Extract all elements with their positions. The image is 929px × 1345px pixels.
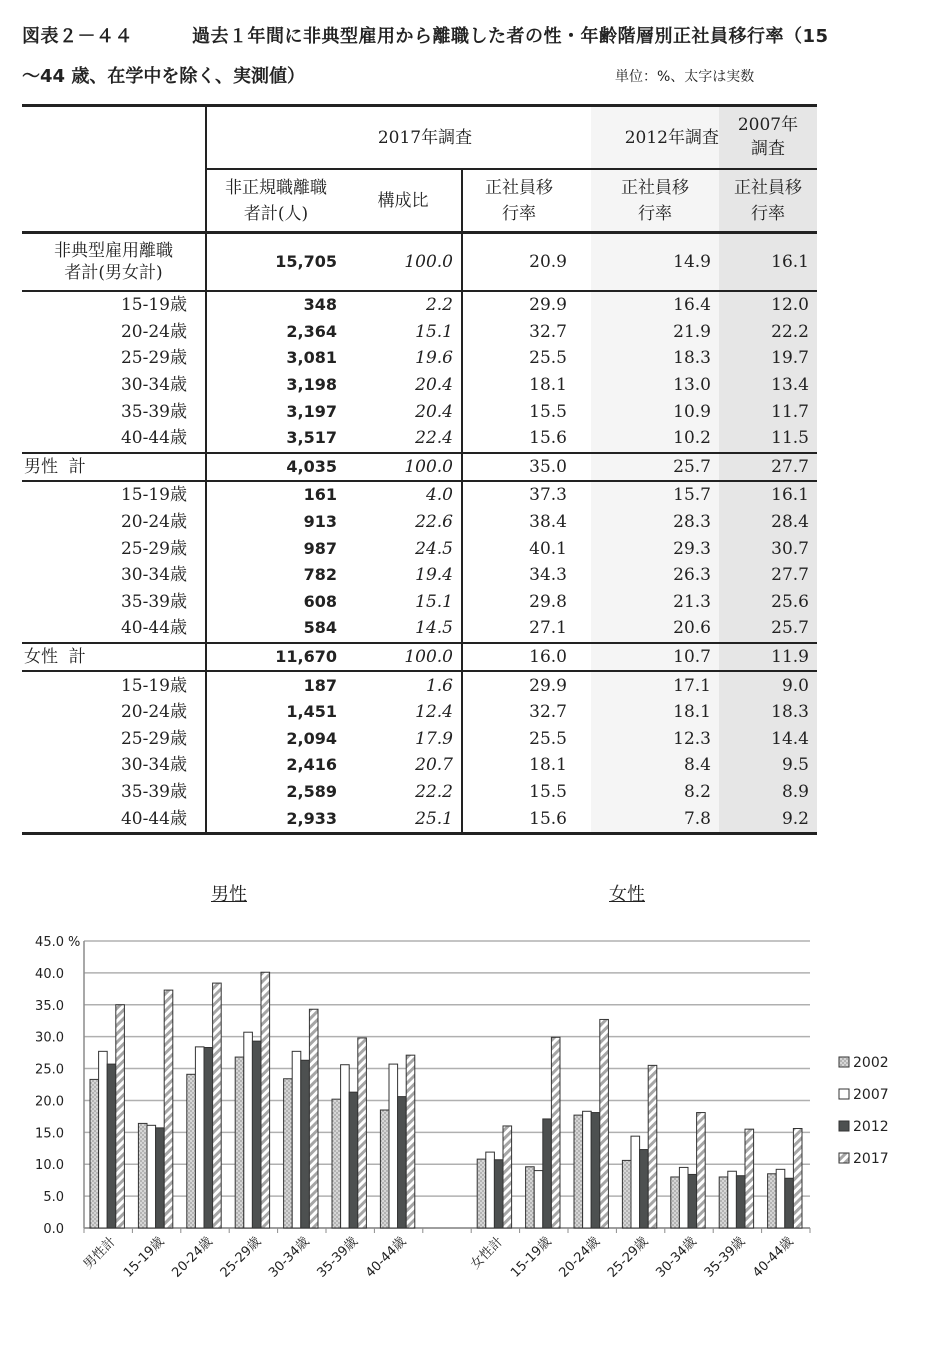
total-label bbox=[22, 233, 206, 292]
table-row bbox=[22, 589, 817, 616]
row-label: 女性 計 bbox=[22, 643, 206, 672]
cell-count: 608 bbox=[206, 589, 345, 616]
cell-rate-2012: 29.3 bbox=[591, 535, 719, 562]
bar-2012 bbox=[543, 1119, 552, 1228]
bar-2007 bbox=[679, 1167, 688, 1228]
col-header-rate-2017-l2: 行率 bbox=[502, 203, 536, 224]
bar-2002 bbox=[235, 1057, 244, 1228]
cell-count: 987 bbox=[206, 535, 345, 562]
cell-rate-2012: 26.3 bbox=[591, 562, 719, 589]
cell-rate-2012: 8.4 bbox=[591, 752, 719, 779]
col-header-rate-2017 bbox=[462, 169, 591, 233]
cell-rate-2007: 9.2 bbox=[719, 805, 817, 833]
table-row bbox=[22, 805, 817, 833]
legend-label: 2017 bbox=[853, 1151, 889, 1167]
cell-ratio: 24.5 bbox=[415, 538, 453, 559]
y-tick-label: 30.0 bbox=[35, 1030, 64, 1046]
cell-count: 2,416 bbox=[206, 752, 345, 779]
bar-2012 bbox=[688, 1174, 697, 1228]
cell-rate-2007: 11.5 bbox=[719, 425, 817, 453]
row-label: 35-39歳 bbox=[120, 781, 187, 802]
bar-2012 bbox=[494, 1160, 503, 1228]
cell-rate-2012: 18.1 bbox=[591, 699, 719, 726]
cell-rate-2017: 15.5 bbox=[462, 398, 591, 425]
cell-rate-2007: 30.7 bbox=[719, 535, 817, 562]
cell-count: 3,517 bbox=[206, 425, 345, 453]
cell-ratio: 20.7 bbox=[415, 755, 453, 776]
header-2007-label: 2007年調査 bbox=[737, 115, 799, 159]
cell-rate-2007: 9.5 bbox=[719, 752, 817, 779]
bar-2017 bbox=[793, 1129, 802, 1228]
bar-2007 bbox=[631, 1136, 640, 1228]
col-header-ratio: 構成比 bbox=[345, 169, 462, 233]
table-row bbox=[22, 372, 817, 399]
cell-rate-2007: 16.1 bbox=[719, 481, 817, 509]
x-tick-label: 30-34歳 bbox=[266, 1234, 313, 1281]
bar-2007 bbox=[292, 1051, 301, 1228]
cell-rate-2007: 14.4 bbox=[719, 726, 817, 753]
bar-2002 bbox=[138, 1123, 147, 1228]
total-label-l1: 非典型雇用離職 bbox=[54, 241, 173, 261]
bar-2007 bbox=[728, 1171, 737, 1228]
cell-rate-2017: 37.3 bbox=[462, 481, 591, 509]
table-row bbox=[22, 509, 817, 536]
figure-title-line2: ～44 歳、在学中を除く、実測値） bbox=[22, 66, 305, 87]
table-row-subtotal bbox=[22, 643, 817, 672]
cell-ratio: 2.2 bbox=[345, 291, 462, 319]
table-row bbox=[22, 481, 817, 509]
table-row bbox=[22, 752, 817, 779]
table-row-total bbox=[22, 233, 817, 292]
cell-rate-2012: 21.3 bbox=[591, 589, 719, 616]
col-header-rate-2007 bbox=[719, 169, 817, 233]
bar-2002 bbox=[332, 1099, 341, 1228]
y-tick-label: 45.0 bbox=[35, 935, 64, 950]
cell-rate-2017: 32.7 bbox=[462, 699, 591, 726]
cell-count: 2,933 bbox=[206, 805, 345, 833]
bar-2002 bbox=[719, 1177, 728, 1228]
header-2012: 2012年調査 bbox=[591, 106, 719, 170]
cell-rate-2012: 28.3 bbox=[591, 509, 719, 536]
bar-chart bbox=[0, 860, 929, 1341]
data-table bbox=[22, 104, 817, 835]
cell-count: 3,197 bbox=[206, 398, 345, 425]
cell-count: 3,198 bbox=[206, 372, 345, 399]
x-tick-label: 15-19歳 bbox=[120, 1234, 168, 1281]
table-row bbox=[22, 726, 817, 753]
cell-rate-2012: 10.7 bbox=[591, 643, 719, 672]
table-row bbox=[22, 398, 817, 425]
header-corner bbox=[22, 106, 206, 170]
table-header-groups bbox=[22, 106, 817, 170]
cell-count: 584 bbox=[206, 615, 345, 643]
bar-2002 bbox=[622, 1160, 631, 1228]
cell-rate-2017: 34.3 bbox=[462, 562, 591, 589]
row-label: 25-29歳 bbox=[120, 728, 187, 749]
row-label: 25-29歳 bbox=[120, 348, 187, 369]
bar-2017 bbox=[261, 972, 270, 1228]
col-header-count-l1: 非正規職離職 bbox=[225, 177, 327, 198]
bar-2012 bbox=[204, 1048, 213, 1228]
bar-2002 bbox=[671, 1177, 680, 1228]
cell-rate-2017: 38.4 bbox=[462, 509, 591, 536]
bar-2007 bbox=[776, 1169, 785, 1228]
cell-rate-2017: 25.5 bbox=[462, 345, 591, 372]
cell-rate-2012: 18.3 bbox=[591, 345, 719, 372]
col-header-rate-2012-l2: 行率 bbox=[638, 203, 672, 224]
x-tick-label: 35-39歳 bbox=[701, 1234, 749, 1281]
cell-rate-2007: 25.7 bbox=[719, 615, 817, 643]
header-blank bbox=[22, 169, 206, 233]
table-row bbox=[22, 291, 817, 319]
bar-2017 bbox=[600, 1019, 609, 1228]
cell-rate-2012: 8.2 bbox=[591, 779, 719, 806]
y-tick-label: 25.0 bbox=[35, 1062, 64, 1078]
figure-title-line1: 過去１年間に非典型雇用から離職した者の性・年齢階層別正社員移行率（15 bbox=[192, 26, 829, 47]
row-label: 30-34歳 bbox=[120, 565, 187, 586]
table-row bbox=[22, 699, 817, 726]
cell-count: 913 bbox=[206, 509, 345, 536]
cell-rate-2012: 21.9 bbox=[591, 319, 719, 346]
cell-count: 187 bbox=[206, 671, 345, 699]
x-tick-label: 40-44歳 bbox=[362, 1234, 410, 1281]
cell-rate-2017: 15.6 bbox=[462, 805, 591, 833]
cell-rate-2012: 17.1 bbox=[591, 671, 719, 699]
cell-ratio: 20.4 bbox=[415, 401, 453, 422]
x-tick-label: 40-44歳 bbox=[750, 1234, 797, 1281]
y-unit-label: % bbox=[68, 935, 81, 950]
cell-count: 11,670 bbox=[206, 643, 345, 672]
x-tick-label: 女性計 bbox=[468, 1234, 507, 1273]
row-label: 20-24歳 bbox=[120, 321, 187, 342]
bar-2002 bbox=[526, 1167, 535, 1228]
bar-2007 bbox=[389, 1064, 398, 1228]
cell-rate-2007: 19.7 bbox=[719, 345, 817, 372]
row-label: 30-34歳 bbox=[120, 375, 187, 396]
cell-rate-2017: 16.0 bbox=[462, 643, 591, 672]
table-row bbox=[22, 615, 817, 643]
y-tick-label: 5.0 bbox=[43, 1190, 64, 1206]
cell-rate-2007: 9.0 bbox=[719, 671, 817, 699]
cell-rate-2007: 8.9 bbox=[719, 779, 817, 806]
bar-2007 bbox=[341, 1065, 350, 1228]
bar-2012 bbox=[736, 1176, 745, 1228]
cell-ratio: 22.4 bbox=[415, 428, 453, 449]
bar-2017 bbox=[406, 1055, 415, 1228]
bar-2012 bbox=[785, 1178, 794, 1228]
cell-rate-2007: 25.6 bbox=[719, 589, 817, 616]
cell-rate-2012: 10.9 bbox=[591, 398, 719, 425]
cell-count: 15,705 bbox=[206, 233, 345, 292]
unit-note: 単位：%、太字は実数 bbox=[615, 69, 755, 85]
cell-rate-2017: 18.1 bbox=[462, 752, 591, 779]
bar-2002 bbox=[90, 1079, 99, 1228]
row-label: 25-29歳 bbox=[120, 538, 187, 559]
cell-rate-2007: 22.2 bbox=[719, 319, 817, 346]
legend-swatch-2017 bbox=[839, 1153, 849, 1163]
col-header-count-l2: 者計(人) bbox=[243, 203, 309, 224]
legend-swatch-2007 bbox=[839, 1089, 849, 1099]
table-row bbox=[22, 535, 817, 562]
col-header-rate-2017-l1: 正社員移 bbox=[485, 177, 553, 198]
cell-rate-2012: 14.9 bbox=[591, 233, 719, 292]
cell-count: 2,094 bbox=[206, 726, 345, 753]
legend-label: 2012 bbox=[853, 1119, 889, 1135]
cell-rate-2012: 10.2 bbox=[591, 425, 719, 453]
cell-ratio: 17.9 bbox=[415, 728, 453, 749]
cell-count: 3,081 bbox=[206, 345, 345, 372]
x-tick-label: 20-24歳 bbox=[169, 1234, 216, 1281]
cell-ratio: 25.1 bbox=[345, 805, 462, 833]
cell-rate-2017: 29.9 bbox=[462, 291, 591, 319]
cell-rate-2017: 35.0 bbox=[462, 453, 591, 482]
cell-rate-2012: 15.7 bbox=[591, 481, 719, 509]
table-row bbox=[22, 671, 817, 699]
legend-label: 2002 bbox=[853, 1055, 889, 1071]
cell-rate-2017: 32.7 bbox=[462, 319, 591, 346]
bar-2002 bbox=[380, 1110, 389, 1228]
bar-2017 bbox=[551, 1037, 560, 1228]
bar-2002 bbox=[768, 1174, 777, 1228]
bar-2007 bbox=[244, 1032, 253, 1228]
cell-rate-2012: 20.6 bbox=[591, 615, 719, 643]
row-label: 15-19歳 bbox=[22, 671, 206, 699]
row-label: 30-34歳 bbox=[120, 755, 187, 776]
y-tick-label: 10.0 bbox=[35, 1158, 64, 1174]
cell-rate-2007: 27.7 bbox=[719, 453, 817, 482]
cell-ratio: 22.6 bbox=[415, 512, 453, 533]
chart-title-female: 女性 bbox=[609, 884, 645, 905]
y-tick-label: 20.0 bbox=[35, 1094, 64, 1110]
header-2007 bbox=[719, 106, 817, 170]
header-2017: 2017年調査 bbox=[206, 106, 591, 170]
col-header-rate-2007-l2: 行率 bbox=[751, 203, 785, 224]
x-tick-label: 25-29歳 bbox=[604, 1234, 652, 1281]
bar-2012 bbox=[349, 1092, 358, 1228]
table-row bbox=[22, 425, 817, 453]
table-row-subtotal bbox=[22, 453, 817, 482]
cell-rate-2017: 20.9 bbox=[462, 233, 591, 292]
legend-swatch-2012 bbox=[839, 1121, 849, 1131]
chart-area bbox=[0, 860, 929, 1345]
row-label: 40-44歳 bbox=[22, 805, 206, 833]
bar-2007 bbox=[534, 1171, 543, 1228]
cell-rate-2007: 13.4 bbox=[719, 372, 817, 399]
figure-number: 図表２－４４ bbox=[22, 26, 133, 47]
cell-ratio: 19.6 bbox=[415, 348, 453, 369]
cell-count: 4,035 bbox=[206, 453, 345, 482]
row-label: 35-39歳 bbox=[120, 591, 187, 612]
bar-2017 bbox=[164, 990, 173, 1228]
col-header-rate-2012-l1: 正社員移 bbox=[621, 177, 689, 198]
cell-rate-2007: 11.7 bbox=[719, 398, 817, 425]
cell-ratio: 15.1 bbox=[415, 321, 453, 342]
row-label: 20-24歳 bbox=[120, 512, 187, 533]
cell-rate-2012: 13.0 bbox=[591, 372, 719, 399]
bar-2007 bbox=[99, 1051, 108, 1228]
bar-2002 bbox=[284, 1079, 293, 1228]
cell-ratio: 100.0 bbox=[345, 643, 462, 672]
cell-rate-2012: 16.4 bbox=[591, 291, 719, 319]
row-label: 20-24歳 bbox=[120, 702, 187, 723]
table-row bbox=[22, 345, 817, 372]
bar-2007 bbox=[195, 1047, 204, 1228]
cell-ratio: 1.6 bbox=[345, 671, 462, 699]
x-tick-label: 25-29歳 bbox=[217, 1234, 265, 1281]
col-header-rate-2007-l1: 正社員移 bbox=[734, 177, 802, 198]
cell-rate-2012: 25.7 bbox=[591, 453, 719, 482]
cell-rate-2017: 15.6 bbox=[462, 425, 591, 453]
cell-ratio: 15.1 bbox=[415, 591, 453, 612]
cell-rate-2017: 18.1 bbox=[462, 372, 591, 399]
cell-ratio: 22.2 bbox=[415, 781, 453, 802]
cell-rate-2017: 15.5 bbox=[462, 779, 591, 806]
col-header-rate-2012 bbox=[591, 169, 719, 233]
row-label: 15-19歳 bbox=[22, 291, 206, 319]
bar-2012 bbox=[301, 1060, 310, 1228]
cell-rate-2007: 28.4 bbox=[719, 509, 817, 536]
row-label: 男性 計 bbox=[22, 453, 206, 482]
cell-count: 348 bbox=[206, 291, 345, 319]
cell-ratio: 4.0 bbox=[345, 481, 462, 509]
bar-2012 bbox=[640, 1150, 649, 1228]
cell-count: 2,589 bbox=[206, 779, 345, 806]
row-label: 40-44歳 bbox=[120, 428, 187, 449]
cell-ratio: 100.0 bbox=[345, 233, 462, 292]
row-label: 35-39歳 bbox=[120, 401, 187, 422]
x-tick-label: 20-24歳 bbox=[556, 1234, 604, 1281]
cell-rate-2012: 7.8 bbox=[591, 805, 719, 833]
cell-rate-2007: 16.1 bbox=[719, 233, 817, 292]
cell-rate-2017: 25.5 bbox=[462, 726, 591, 753]
table-row bbox=[22, 779, 817, 806]
table-row bbox=[22, 319, 817, 346]
bar-2012 bbox=[252, 1041, 261, 1228]
legend-label: 2007 bbox=[853, 1087, 889, 1103]
cell-count: 1,451 bbox=[206, 699, 345, 726]
x-tick-label: 30-34歳 bbox=[653, 1234, 700, 1281]
cell-ratio: 12.4 bbox=[415, 702, 453, 723]
bar-2017 bbox=[358, 1038, 367, 1228]
y-tick-label: 35.0 bbox=[35, 998, 64, 1014]
y-tick-label: 15.0 bbox=[35, 1126, 64, 1142]
x-tick-label: 35-39歳 bbox=[314, 1234, 362, 1281]
bar-2007 bbox=[486, 1152, 495, 1228]
bar-2002 bbox=[574, 1115, 583, 1228]
cell-rate-2012: 12.3 bbox=[591, 726, 719, 753]
bar-2012 bbox=[156, 1128, 165, 1228]
cell-rate-2007: 12.0 bbox=[719, 291, 817, 319]
col-header-count bbox=[206, 169, 345, 233]
bar-2002 bbox=[477, 1159, 486, 1228]
table-row bbox=[22, 562, 817, 589]
figure-title bbox=[22, 22, 829, 48]
bar-2012 bbox=[107, 1064, 116, 1228]
bar-2007 bbox=[583, 1111, 592, 1228]
cell-ratio: 20.4 bbox=[415, 375, 453, 396]
bar-2017 bbox=[309, 1009, 318, 1228]
bar-2002 bbox=[187, 1074, 196, 1228]
total-label-l2: 者計(男女計) bbox=[64, 263, 163, 283]
cell-count: 2,364 bbox=[206, 319, 345, 346]
cell-ratio: 19.4 bbox=[415, 565, 453, 586]
bar-2012 bbox=[398, 1097, 407, 1228]
y-tick-label: 40.0 bbox=[35, 966, 64, 982]
cell-rate-2017: 40.1 bbox=[462, 535, 591, 562]
chart-title-male: 男性 bbox=[211, 884, 247, 905]
x-tick-label: 15-19歳 bbox=[508, 1234, 555, 1281]
cell-ratio: 100.0 bbox=[345, 453, 462, 482]
cell-rate-2007: 27.7 bbox=[719, 562, 817, 589]
bar-2017 bbox=[697, 1113, 706, 1228]
row-label: 40-44歳 bbox=[120, 618, 187, 639]
bar-2017 bbox=[648, 1065, 657, 1228]
row-label: 15-19歳 bbox=[22, 481, 206, 509]
bar-2017 bbox=[213, 983, 222, 1228]
cell-ratio: 14.5 bbox=[415, 618, 453, 639]
x-tick-label: 男性計 bbox=[80, 1234, 120, 1273]
cell-rate-2017: 27.1 bbox=[462, 615, 591, 643]
cell-rate-2007: 11.9 bbox=[719, 643, 817, 672]
legend-swatch-2002 bbox=[839, 1057, 849, 1067]
y-tick-label: 0.0 bbox=[43, 1222, 64, 1237]
cell-rate-2007: 18.3 bbox=[719, 699, 817, 726]
bar-2007 bbox=[147, 1125, 156, 1228]
cell-count: 782 bbox=[206, 562, 345, 589]
cell-rate-2017: 29.8 bbox=[462, 589, 591, 616]
bar-2017 bbox=[503, 1126, 512, 1228]
cell-count: 161 bbox=[206, 481, 345, 509]
bar-2017 bbox=[116, 1005, 125, 1228]
cell-rate-2017: 29.9 bbox=[462, 671, 591, 699]
bar-2017 bbox=[745, 1129, 754, 1228]
bar-2012 bbox=[591, 1113, 600, 1228]
table-header-columns bbox=[22, 169, 817, 233]
